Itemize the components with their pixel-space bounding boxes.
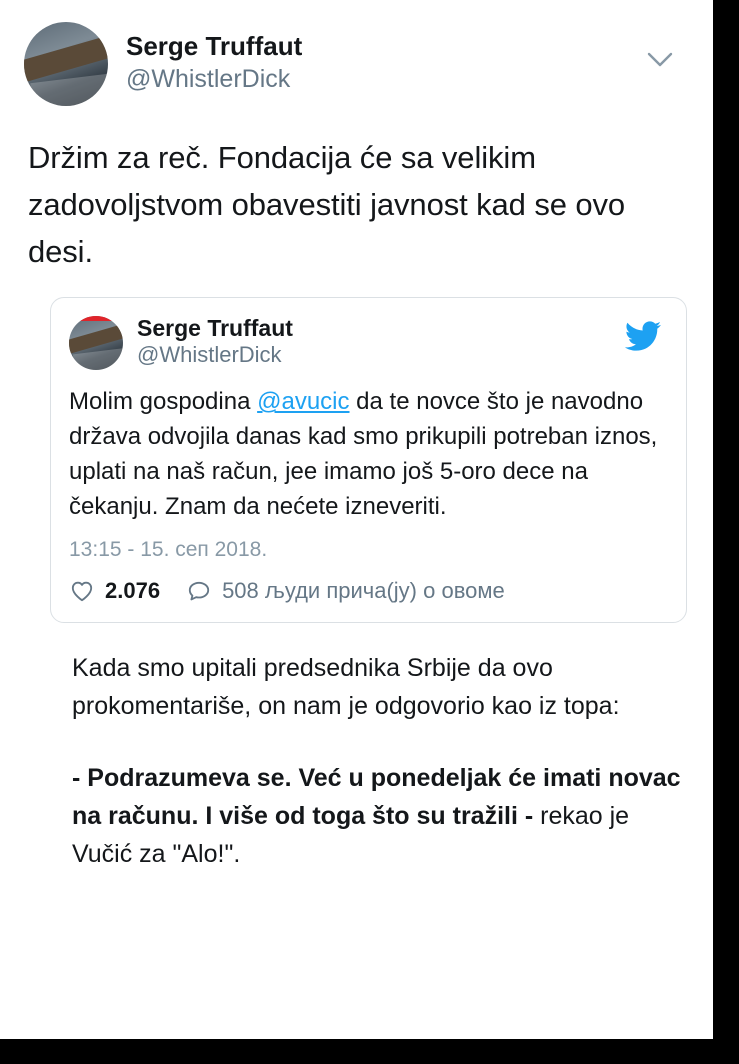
quoted-timestamp: 13:15 - 15. сеп 2018. bbox=[69, 538, 268, 562]
article-paragraph-2 bbox=[72, 759, 685, 873]
quoted-body-part1: Molim gospodina bbox=[69, 388, 258, 416]
quoted-author-handle[interactable]: @WhistlerDick bbox=[137, 342, 282, 368]
heart-icon bbox=[69, 578, 95, 604]
author-names bbox=[126, 22, 302, 95]
quoted-author-names bbox=[137, 312, 293, 369]
author-name[interactable]: Serge Truffaut bbox=[126, 31, 303, 61]
twitter-bird-icon bbox=[622, 318, 664, 359]
quoted-body-part2: da te novce što je navodno država odvojila danas kad smo prikupili potreban iznos, uplati na naš račun, jee imamo još 5-oro dece na čekanju. Znam da nećete izneveriti. bbox=[69, 388, 658, 521]
mention-link[interactable]: @avucic bbox=[257, 388, 350, 416]
tweet-text: Držim za reč. Fondacija će sa velikim zadovoljstvom obavestiti javnost kad se ovo desi. bbox=[28, 140, 626, 270]
comment-icon bbox=[186, 578, 212, 604]
article-paragraph-1: Kada smo upitali predsednika Srbije da ovo prokomentariše, on nam je odgovorio kao iz topa: bbox=[72, 654, 620, 721]
replies-stat[interactable] bbox=[186, 578, 505, 604]
quoted-tweet-stats bbox=[69, 578, 668, 604]
avatar[interactable] bbox=[24, 22, 108, 106]
article-body bbox=[0, 623, 713, 873]
article-quote-bold: - Podrazumeva se. Već u ponedeljak će imati novac na računu. I više od toga što su tražili - bbox=[72, 764, 681, 831]
quoted-tweet-body bbox=[69, 384, 668, 524]
replies-text: 508 људи прича(ју) о овоме bbox=[222, 578, 505, 604]
quoted-tweet[interactable] bbox=[50, 297, 687, 623]
author-handle[interactable]: @WhistlerDick bbox=[126, 65, 291, 94]
tweet-header bbox=[0, 0, 713, 106]
paragraph-spacer bbox=[72, 725, 685, 759]
likes-stat[interactable] bbox=[69, 578, 160, 604]
red-bar-decoration bbox=[69, 316, 123, 321]
article-quote-tail: rekao je Vučić za "Alo!". bbox=[72, 802, 630, 869]
quoted-avatar[interactable] bbox=[69, 316, 123, 370]
quoted-tweet-header bbox=[69, 312, 668, 370]
chevron-down-icon[interactable] bbox=[643, 42, 677, 76]
quoted-author-name[interactable]: Serge Truffaut bbox=[137, 315, 293, 342]
likes-count: 2.076 bbox=[105, 578, 161, 604]
